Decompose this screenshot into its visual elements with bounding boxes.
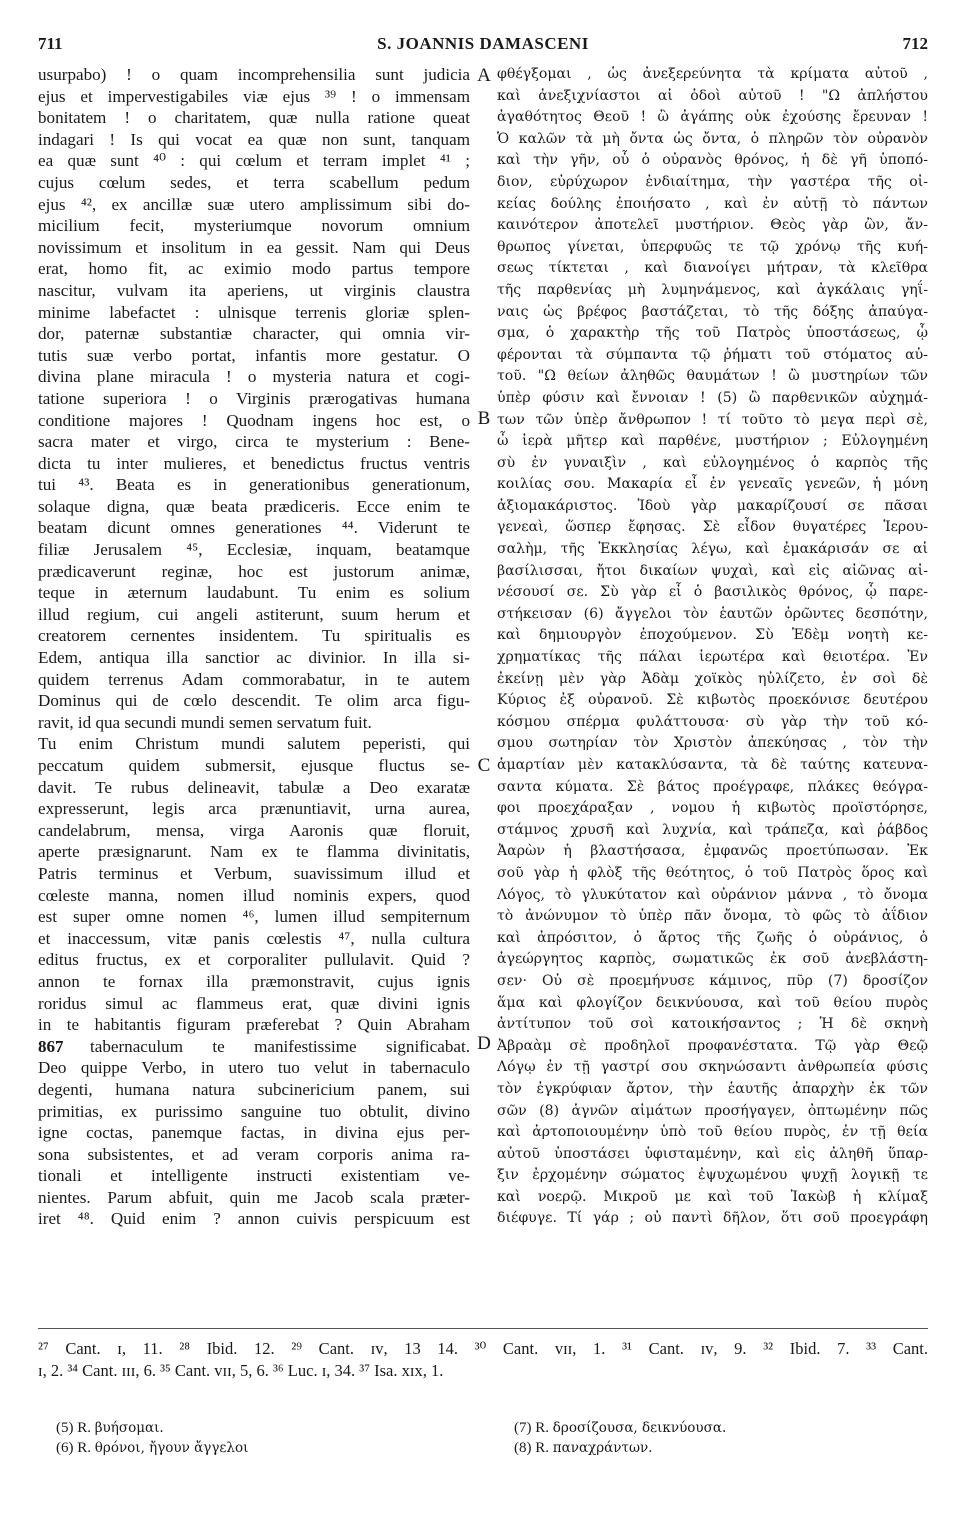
text-line: γενεαὶ, ὥσπερ ἔφησας. Σὲ εἶδον θυγατέρες Ἱερου- — [497, 519, 928, 536]
text-line: nientes. Parum abfuit, quin me Jacob scala præter- — [38, 1187, 470, 1207]
text-line: erat, homo fit, ac eximio modo partus tempore — [38, 259, 470, 279]
text-line: στάμνος χρυσῆ καὶ λυχνία, καὶ τράπεζα, καὶ ῥάβδος — [497, 821, 928, 838]
text-line: φέρονται τὰ σύμπαντα τῷ ῥήματι τοῦ στόματος αὐ- — [497, 346, 928, 363]
text-line: ὦ ἱερὰ μῆτερ καὶ παρθένε, μυστήριον ; Εὐλογημένη — [497, 433, 928, 450]
text-line: ἀντίτυπον τοῦ σοὶ κατοικήσαντος ; Ἡ δὲ σκηνὴ — [497, 1016, 928, 1033]
text-line: χρηματίκας τῆς πάλαι ἱερωτέρα καὶ θειοτέρα. Ἐν — [497, 649, 928, 666]
text-line: novissimum et insolitum in ea gessit. Nam qui Deus — [38, 237, 470, 257]
text-line: tutis suæ verbo portat, infantis more gestatur. O — [38, 345, 470, 365]
text-line: Edem, antiqua illa sanctior ac divinior. In illa si- — [38, 648, 470, 668]
text-line: σεν· Οὐ σὲ προεμήνυσε κάμινος, πῦρ (7) δροσίζον — [497, 972, 928, 989]
text-line: iret ⁴⁸. Quid enim ? annon cuivis perspicuum est — [38, 1209, 470, 1229]
variant-text: παναχράντων. — [552, 1440, 653, 1456]
page-number-left: 711 — [38, 34, 63, 53]
variants-left — [56, 1418, 248, 1458]
margin-marker-a: A — [477, 65, 491, 86]
text-line: dor, paternæ substantiæ character, qui omnia vir- — [38, 324, 470, 344]
text-line: ἐκείνῃ μὲν γὰρ Ἀδὰμ χοϊκὸς ηὐλίζετο, ἐν σοὶ δὲ — [497, 670, 928, 687]
text-line: ea quæ sunt ⁴⁰ : qui cœlum et terram implet ⁴¹ ; — [38, 151, 470, 171]
text-line: Deo quippe Verbo, in utero tuo velut in tabernaculo — [38, 1058, 470, 1078]
text-line: σοῦ γὰρ ἡ φλὸξ τῆς θεότητος, ὁ τοῦ Πατρὸς ὅρος καὶ — [497, 864, 928, 881]
text-line: καὶ ἀρτοποιουμένην ὑπὸ τοῦ θείου πυρὸς, ἐν τῇ θεία — [497, 1124, 928, 1141]
text-line: καινότερον ἀποτελεῖ μυστήριον. Θεὸς γὰρ ὢν, ἄν- — [497, 217, 928, 234]
text-line: peccatum quidem submersit, ejusque fluctus se- — [38, 756, 470, 775]
variant-reading — [514, 1438, 726, 1458]
text-line: θρωπος γίνεται, ὑπερφυῶς τε τῷ χρόνῳ τῆς κυή- — [497, 238, 928, 255]
text-line: Dominus qui de cœlo descendit. Te olim arca figu- — [38, 691, 470, 711]
text-line: teque in æternum laudabunt. Tu enim es solium — [38, 583, 470, 603]
text-line: tatione superiora ! o Virginis prærogativas humana — [38, 388, 470, 408]
text-line: indagari ! Is qui vocat ea quæ non sunt, tanquam — [38, 129, 470, 149]
text-line: ὑπὲρ φύσιν καὶ ἔννοιαν ! (5) ὢ παρθενικῶν αὐχημά- — [497, 389, 928, 406]
text-line: Patris terminus et Verbum, suavissimum illud et — [38, 863, 470, 883]
text-line: των τῶν ὑπὲρ ἄνθρωπον ! τί τοῦτο τὸ μεγα περὶ σὲ, — [497, 411, 928, 428]
variant-number: (8) R. — [514, 1440, 549, 1456]
running-head — [38, 26, 928, 60]
text-line: quidem terrenus Adam commorabatur, in te autem — [38, 669, 470, 689]
text-line: solaque digna, quæ beata prædiceris. Ecce enim te — [38, 496, 470, 516]
text-line: ἀγεώργητος καρπὸς, σωματικῶς ἐκ σοῦ ἀνεβλάστη- — [497, 951, 928, 968]
variant-text: θρόνοι, ἤγουν ἄγγελοι — [94, 1440, 249, 1456]
text-line: καὶ ἀπρόσιτον, ὁ ἄρτος τῆς ζωῆς ὁ οὐράνιος, ὁ — [497, 929, 928, 946]
column-number-marker: 867 — [38, 1037, 64, 1056]
text-line: nascitur, vulvam ita aperiens, ut virginis claustra — [38, 280, 470, 300]
text-line: conditione majores ! Quodnam ingens hoc est, o — [38, 410, 470, 430]
margin-marker-b: B — [477, 408, 491, 429]
text-line: creatorem cernentes insidentem. Tu spiritualis es — [38, 626, 470, 646]
margin-marker-d: D — [477, 1033, 491, 1054]
variant-reading — [514, 1418, 726, 1438]
text-line: Ὁ καλῶν τὰ μὴ ὄντα ὡς ὄντα, ὁ πληρῶν τὸν οὐρανὸν — [497, 130, 928, 147]
text-line: expresserunt, legis arca prænuntiavit, urna aurea, — [38, 799, 470, 819]
text-line: τὸν ἐγκρύφιαν ἄρτον, τὴν ἑαυτῆς ἀπαρχὴν ἐκ τῶν — [497, 1080, 928, 1097]
text-line: roridus simul ac flammeus erat, quæ divini ignis — [38, 993, 470, 1013]
text-line: καὶ τὴν γῆν, οὗ ὁ οὐρανὸς θρόνος, ἡ δὲ γῆ ὑποπό- — [497, 152, 928, 169]
variant-number: (7) R. — [514, 1420, 549, 1436]
text-line: κόσμου σπέρμα φυλάττουσα· σὺ γὰρ τὴν τοῦ κό- — [497, 713, 928, 730]
text-line: cœleste manna, nomen illud nominis expers, quod — [38, 885, 470, 905]
text-line: κοιλίας σου. Μακαρία εἶ ἐν γενεαῖς γενεῶν, ἡ μόνη — [497, 476, 928, 493]
text-line: κείας δούλης ἐποιήσατο , καὶ ἐν αὐτῇ τὸ πάντων — [497, 195, 928, 212]
text-line: illud regium, cui angeli astiterunt, suum herum et — [38, 604, 470, 624]
text-line: sacra mater et virgo, circa te mysterium : Bene- — [38, 432, 470, 452]
text-line: τῆς παρθενίας μὴ λυμηνάμενος, καὶ ἀγκάλαις γηΐ- — [497, 281, 928, 298]
text-line: usurpabo) ! o quam incomprehensilia sunt judicia — [38, 65, 470, 84]
footnote-line: ²⁷ Cant. ɪ, 11. ²⁸ Ibid. 12. ²⁹ Cant. ɪᴠ, 13 14. ³⁰ Cant. ᴠɪɪ, 1. ³¹ Cant. ɪᴠ, 9. ³² Ibid. 7. ³³ Cant. — [38, 1339, 928, 1358]
greek-column — [497, 64, 928, 1230]
text-line: ναις ὡς βρέφος βαστάζεται, τὸ τῆς δόξης ἀπαύγα- — [497, 303, 928, 320]
text-line: νέσουσί σε. Σὺ γὰρ εἶ ὁ βασιλικὸς θρόνος, ᾧ παρε- — [497, 584, 928, 601]
text-line: Tu enim Christum mundi salutem peperisti, qui — [38, 734, 470, 754]
text-line: primitias, ex purissimo sanguine tuo obtulit, divino — [38, 1101, 470, 1121]
text-line: igne coctas, panemque factas, in divina ejus per- — [38, 1123, 470, 1143]
text-line: ejus et impervestigabiles viæ ejus ³⁹ ! o immensam — [38, 86, 470, 106]
text-line: σμου σωτηρίαν τὸν Χριστὸν ἀπεκύησας , τὸν τὴν — [497, 735, 928, 752]
text-line: sona subsistentes, et ad veram corporis anima ra- — [38, 1144, 470, 1164]
variant-number: (5) R. — [56, 1420, 91, 1436]
text-line: αὐτοῦ ὑποστάσει ὑφισταμένην, καὶ εἰς ἀληθῆ ὕπαρ- — [497, 1145, 928, 1162]
text-line: διον, εὐρύχωρον ἐνδιαίτημα, τὴν γαστέρα τῆς οἰ- — [497, 173, 928, 190]
text-line: σὺ ἐν γυναιξὶν , καὶ εὐλογημένος ὁ καρπὸς τῆς — [497, 454, 928, 471]
text-line: degenti, humana natura subcinericium panem, sui — [38, 1079, 470, 1099]
footnote-line: ɪ, 2. ³⁴ Cant. ɪɪɪ, 6. ³⁵ Cant. ᴠɪɪ, 5, 6. ³⁶ Luc. ɪ, 34. ³⁷ Isa. xɪx, 1. — [38, 1361, 444, 1380]
text-line: σεως τίκτεται , καὶ διανοίγει μήτραν, τὰ κλεῖθρα — [497, 260, 928, 277]
text-line: dicta tu inter mulieres, et benedictus fructus ventris — [38, 453, 470, 473]
latin-column — [38, 64, 470, 1230]
text-line: σαντα κύματα. Σὲ βάτος προέγραφε, πλάκες θεόγρα- — [497, 778, 928, 795]
text-line: ξιν ἐρχομένην σώματος ἐψυχωμένου ψυχῇ λογικῇ τε — [497, 1167, 928, 1184]
text-line: Λόγῳ ἐν τῇ γαστρί σου σκηνώσαντι ἀνθρωπεία φύσις — [497, 1059, 928, 1076]
text-line: διέφυγε. Τί γάρ ; οὐ παντὶ δῆλον, ὅτι σοῦ προεγράφη — [497, 1210, 928, 1227]
text-line: minime labefactet : ulnisque terrenis gloriæ splen- — [38, 302, 470, 322]
text-line: βασίλισσαι, ἤτοι δικαίων ψυχαὶ, καὶ εἰς αἰῶνας αἰ- — [497, 562, 928, 579]
text-line: ejus ⁴², ex ancillæ suæ utero amplissimum sibi do- — [38, 194, 470, 214]
text-line: ravit, id qua secundi mundi semen servatum fuit. — [38, 712, 372, 732]
text-line: Λόγος, τὸ γλυκύτατον καὶ οὐράνιον μάννα , τὸ ὄνομα — [497, 886, 928, 903]
text-line: editus fructus, ex et corporaliter pullulavit. Quid ? — [38, 950, 470, 970]
text-line: filiæ Jerusalem ⁴⁵, Ecclesiæ, inquam, beatamque — [38, 540, 470, 560]
text-line: tionali et intelligente instructi existentiam ve- — [38, 1166, 470, 1186]
variant-reading — [56, 1418, 248, 1438]
scripture-footnotes — [38, 1338, 928, 1382]
text-line: σμα, ὁ χαρακτὴρ τῆς τοῦ Πατρὸς ὑποστάσεως, ᾧ — [497, 325, 928, 342]
text-line: beatam dicunt omnes generationes ⁴⁴. Viderunt te — [38, 518, 470, 538]
text-line: φθέγξομαι , ὡς ἀνεξερεύνητα τὰ κρίματα αὐτοῦ , — [497, 66, 928, 82]
variant-number: (6) R. — [56, 1440, 91, 1456]
text-line: et inaccessum, vitæ panis cœlestis ⁴⁷, nulla cultura — [38, 928, 470, 948]
text-line: καὶ δημιουργὸν ἐποχούμενον. Σὺ Ἐδὲμ νοητὴ κε- — [497, 627, 928, 644]
footnote-rule — [38, 1328, 928, 1329]
text-line: Ἀαρὼν ἡ βλαστήσασα, ἐμφανῶς προετύπωσαν. Ἐκ — [497, 843, 928, 860]
text-line: Ἀβραὰμ σὲ προδηλοῖ προφανέστατα. Τῷ γὰρ Θεῷ — [497, 1037, 928, 1054]
page-title: S. JOANNIS DAMASCENI — [377, 34, 589, 53]
text-line: σῶν (8) ἁγνῶν αἱμάτων προσήγαγεν, ὀπτωμένην πῶς — [497, 1102, 928, 1119]
text-line: in te habitantis figuram præferebat ? Quin Abraham — [38, 1015, 470, 1035]
text-line: τὸ ἀνώνυμον τὸ ὑπὲρ πᾶν ὄνομα, τὸ φῶς τὸ ἀΐδιον — [497, 908, 928, 925]
text-line: ἀγαθότητος Θεοῦ ! ὢ ἀγάπης οὐκ ἐχούσης ἔρευναν ! — [497, 109, 928, 126]
page-number-right: 712 — [902, 34, 928, 53]
variant-text: βυήσομαι. — [94, 1420, 164, 1436]
variants-right — [514, 1418, 726, 1458]
text-line: tabernaculum te manifestissime significabat. — [90, 1036, 470, 1056]
text-line: annon te fornax illa præmonstravit, cujus ignis — [38, 971, 470, 991]
text-line: prædicaverunt reginæ, hoc est justorum animæ, — [38, 561, 470, 581]
margin-marker-c: C — [477, 755, 491, 776]
text-line: micilium fecit, mysteriumque novorum omnium — [38, 216, 470, 236]
variant-text: δροσίζουσα, δεικνύουσα. — [552, 1420, 727, 1436]
text-line: aperte præsignarunt. Nam ex te flamma divinitatis, — [38, 842, 470, 862]
text-line: bonitatem ! o charitatem, quæ nulla ratione queat — [38, 108, 470, 128]
text-line: tui ⁴³. Beata es in generationibus generationum, — [38, 475, 470, 495]
text-line: ἀξιομακάριστος. Ἰδοὺ γὰρ μακαρίζουσί σε πᾶσαι — [497, 497, 928, 514]
text-line: Κύριος ἐξ οὐρανοῦ. Σὲ κιβωτὸς προεκόνισε δευτέρου — [497, 692, 928, 709]
text-line: est super omne nomen ⁴⁶, lumen illud sempiternum — [38, 907, 470, 927]
text-line: cujus cœlum sedes, et terra scabellum pedum — [38, 172, 470, 192]
variant-reading — [56, 1438, 248, 1458]
text-line: τοῦ. "Ω θείων ἀληθῶς θαυμάτων ! ὢ μυστηρίων τῶν — [497, 368, 928, 385]
text-line: davit. Te rubus delineavit, tabulæ a Deo exaratæ — [38, 777, 470, 797]
text-line: καὶ νοερῷ. Μικροῦ με καὶ τοῦ Ἰακὼβ ἡ κλίμαξ — [497, 1188, 928, 1205]
text-line: candelabrum, mensa, virga Aaronis quæ floruit, — [38, 820, 470, 840]
text-line: φοι προεχάραξαν , νομου ἡ κιβωτὸς προϊστόρησε, — [497, 800, 928, 817]
text-line: σαλὴμ, τῆς Ἐκκλησίας λέγω, καὶ ἐμακάρισάν σε αἱ — [497, 541, 928, 558]
text-line: καὶ ἀνεξιχνίαστοι αἱ ὁδοὶ αὐτοῦ ! "Ω ἀπλήστου — [497, 87, 928, 104]
text-line: divina plane miracula ! o mysteria natura et cogi- — [38, 367, 470, 387]
text-line: ἁμαρτίαν μὲν κατακλύσαντα, τὰ δὲ ταύτης κατευνα- — [497, 757, 928, 773]
text-line: στήκεισαν (6) ἄγγελοι τὸν ἑαυτῶν ὁρῶντες δεσπότην, — [497, 605, 928, 622]
text-line: ἅμα καὶ φλογίζον δεικνύουσα, καὶ τοῦ θείου πυρὸς — [497, 994, 928, 1011]
